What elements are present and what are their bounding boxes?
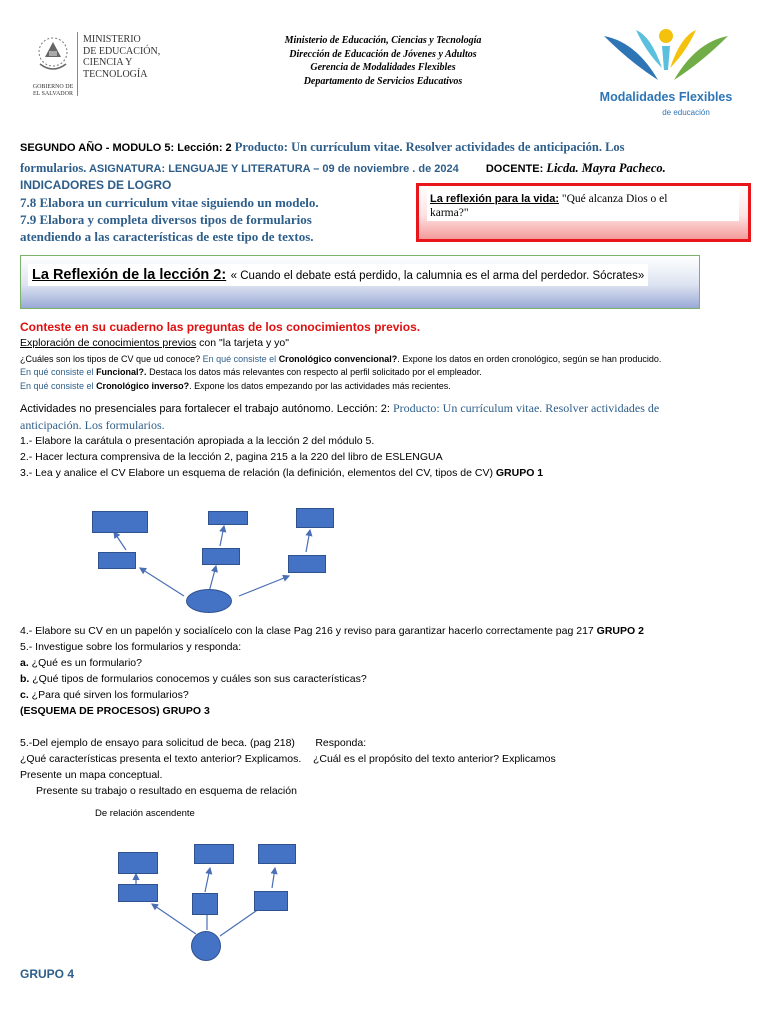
activity-5a-letter: a. [20, 657, 29, 669]
q1-text: ¿Cuáles son los tipos de CV que ud conoce? [20, 354, 203, 364]
ministry-line: MINISTERIO [83, 34, 141, 45]
activities-intro [20, 400, 760, 434]
group-4-label: GRUPO 4 [20, 967, 75, 981]
activity-3: 3.- Lea y analice el CV Elabore un esquema de relación (la definición, elementos del CV, tipos de CV) [20, 467, 496, 479]
title-product: Producto: Un currículum vitae. Resolver actividades de anticipación. Los [234, 140, 625, 154]
activity-5-map: Presente un mapa conceptual. [20, 769, 163, 781]
diagram-box [92, 511, 148, 533]
q3-link: En qué consiste el [20, 381, 97, 391]
diagram-box [202, 548, 240, 565]
logo-title: Modalidades Flexibles [599, 90, 733, 104]
indicator-item: atendiendo a las características de este tipo de textos. [20, 229, 314, 244]
activity-5-group: (ESQUEMA DE PROCESOS) GRUPO 3 [20, 705, 210, 717]
diagram-ellipse [186, 589, 232, 613]
q1-term: Cronológico convencional? [278, 354, 398, 364]
exploration-line [20, 337, 289, 349]
relation-diagram-2 [110, 838, 310, 968]
relation-diagram-1 [84, 500, 344, 620]
diagram-box [98, 552, 136, 569]
indicators-heading: INDICADORES DE LOGRO [20, 178, 172, 192]
q2-def: Destaca los datos más relevantes con respecto al perfil solicitado por el empleador. [146, 367, 482, 377]
logo-subtitle: de educación [662, 108, 710, 117]
q1-def: . Expone los datos en orden cronológico, según se han producido. [397, 354, 662, 364]
docente-label: DOCENTE: [485, 163, 547, 175]
activity-5c-letter: c. [20, 689, 29, 701]
activity-4: 4.- Elabore su CV en un papelón y socialícelo con la clase Pag 216 y reviso para garantizar hacerlo correctamente pag 217 [20, 625, 597, 637]
lesson-reflection-box [20, 255, 700, 309]
title-forms: formularios. [20, 161, 87, 175]
activity-1: 1.- Elabore la carátula o presentación apropiada a la lección 2 del módulo 5. [20, 435, 375, 447]
gov-line: EL SALVADOR [33, 91, 73, 97]
coat-of-arms-icon [32, 30, 74, 82]
exploration-label: Exploración de conocimientos previos [20, 337, 197, 349]
diagram-box [208, 511, 248, 525]
activities-list-1 [20, 433, 760, 481]
diagram-box [192, 893, 218, 915]
activity-5a: ¿Qué es un formulario? [28, 657, 142, 669]
activity-5: 5.- Investigue sobre los formularios y responda: [20, 641, 242, 653]
activity-3-group: GRUPO 1 [495, 467, 544, 479]
ministry-line: CIENCIA Y [83, 57, 133, 68]
life-reflection-text-2: karma?" [430, 207, 469, 219]
institution-header [248, 34, 518, 88]
diagram-box [288, 555, 326, 573]
activity-5-present: Presente su trabajo o resultado en esquema de relación [36, 785, 297, 797]
modalidades-logo-icon [596, 22, 736, 88]
activities-list-3 [20, 735, 765, 799]
diagram-box [118, 884, 158, 902]
diagram-box [296, 508, 334, 528]
title-subject: ASIGNATURA: LENGUAJE Y LITERATURA – 09 de noviembre . de 2024 [86, 163, 459, 175]
ministry-line: DE EDUCACIÓN, [83, 45, 161, 57]
activity-5b-letter: b. [20, 673, 30, 685]
prev-knowledge-heading: Conteste en su cuaderno las preguntas de los conocimientos previos. [20, 320, 421, 334]
lesson-reflection-label: La Reflexión de la lección 2: [32, 267, 227, 283]
activities-intro-text: Actividades no presenciales para fortalecer el trabajo autónomo. Lección: 2: [20, 403, 393, 415]
prev-knowledge-questions [20, 353, 765, 393]
docente-name: Licda. Mayra Pacheco. [546, 161, 666, 175]
header-line: Gerencia de Modalidades Flexibles [310, 62, 456, 73]
indicators-list [20, 194, 319, 245]
indicator-item: 7.9 Elabora y completa diversos tipos de formularios [20, 212, 312, 227]
activity-2: 2.- Hacer lectura comprensiva de la lección 2, pagina 215 a la 220 del libro de ESLENGUA [20, 451, 443, 463]
diagram-box [194, 844, 234, 864]
life-reflection-text: "Qué alcanza Dios o el [559, 193, 668, 205]
activities-product: Producto: Un currículum vitae. Resolver actividades de [393, 401, 660, 415]
diagram-box [258, 844, 296, 864]
activity-5-essay: 5.-Del ejemplo de ensayo para solicitud de beca. (pag 218) Responda: [20, 737, 367, 749]
q2-term: Funcional?. [96, 367, 147, 377]
lesson-reflection-quote: « Cuando el debate está perdido, la calumnia es el arma del perdedor. Sócrates» [230, 270, 645, 282]
ministry-logo [30, 30, 180, 102]
activity-4-group: GRUPO 2 [596, 625, 644, 637]
diagram-box [254, 891, 288, 911]
diagram-2-caption: De relación ascendente [95, 808, 195, 819]
header-line: Dirección de Educación de Jóvenes y Adultos [289, 48, 477, 60]
life-reflection-box [416, 183, 751, 242]
gov-line: GOBIERNO DE [32, 84, 74, 90]
lesson-title [20, 137, 755, 179]
ministry-line: TECNOLOGÍA [83, 68, 148, 80]
q2-link: En qué consiste el [20, 367, 97, 377]
q1-link: En qué consiste el [202, 354, 279, 364]
diagram-circle [191, 931, 221, 961]
modalidades-logo [596, 22, 736, 122]
q3-def: . Expone los datos empezando por las actividades más recientes. [189, 381, 451, 391]
activities-list-2 [20, 623, 765, 719]
life-reflection-label: La reflexión para la vida: [430, 193, 559, 205]
activity-5-questions: ¿Qué características presenta el texto anterior? Explicamos. ¿Cuál es el propósito del texto anterior? Explicamos [20, 753, 556, 765]
diagram-box [118, 852, 158, 874]
activity-5b: ¿Qué tipos de formularios conocemos y cuáles son sus características? [29, 673, 367, 685]
activities-product-2: anticipación. Los formularios. [20, 418, 165, 432]
indicator-item: 7.8 Elabora un curriculum vitae siguiendo un modelo. [20, 195, 319, 210]
activity-5c: ¿Para qué sirven los formularios? [28, 689, 189, 701]
exploration-rest: con "la tarjeta y yo" [196, 337, 289, 349]
q3-term: Cronológico inverso? [96, 381, 190, 391]
header-line: Departamento de Servicios Educativos [303, 75, 463, 87]
title-part1: SEGUNDO AÑO - MODULO 5: Lección: 2 [20, 142, 235, 154]
header-line: Ministerio de Educación, Ciencias y Tecnología [284, 35, 482, 46]
